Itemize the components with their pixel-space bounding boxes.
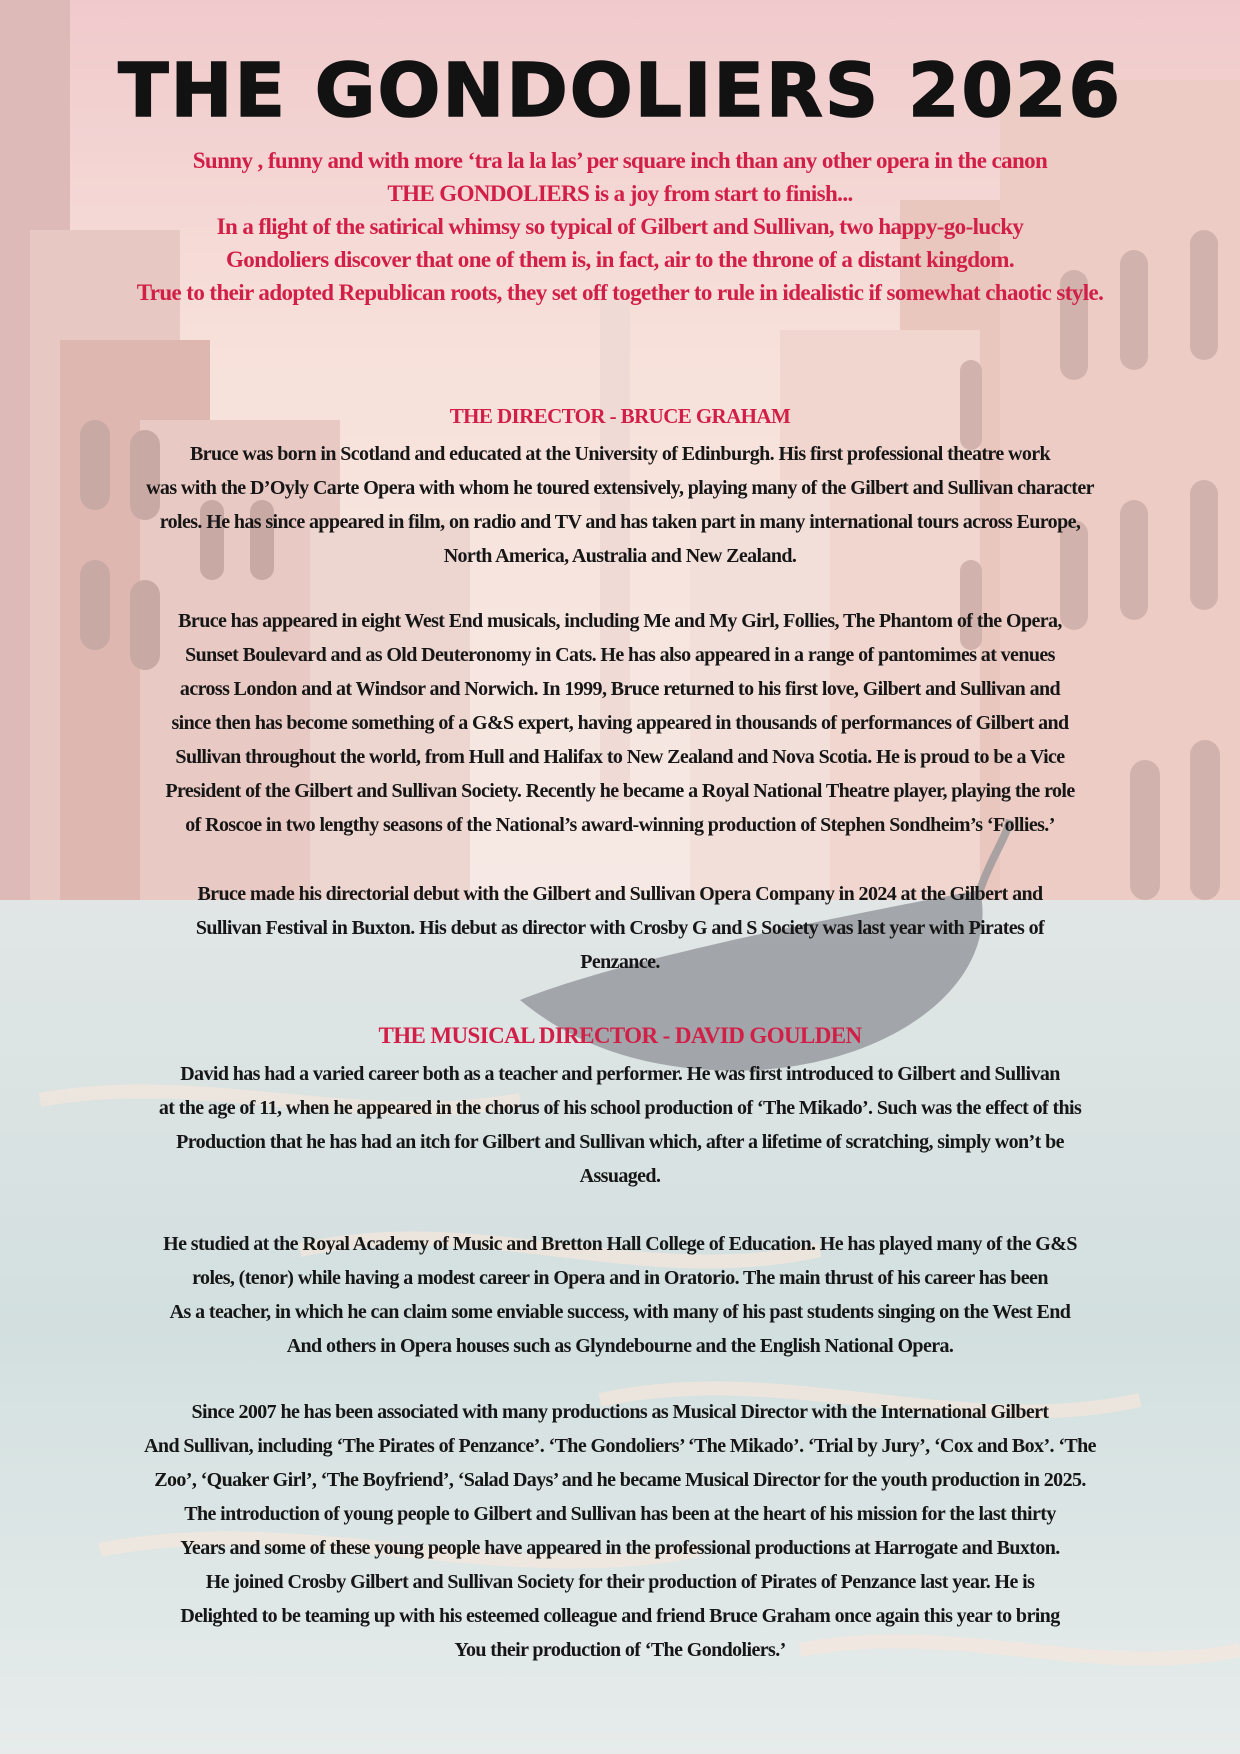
intro-line: True to their adopted Republican roots, they set off together to rule in idealistic if somewhat chaotic style. <box>136 280 1104 305</box>
text-line: roles, (tenor) while having a modest career in Opera and in Oratorio. The main thrust of his career has been <box>192 1267 1048 1289</box>
director-heading: THE DIRECTOR - BRUCE GRAHAM <box>449 404 791 428</box>
text-line: since then has become something of a G&S expert, having appeared in thousands of performances of Gilbert and <box>171 712 1069 734</box>
text-line: Since 2007 he has been associated with many productions as Musical Director with the International Gilbert <box>191 1401 1049 1423</box>
intro-line: THE GONDOLIERS is a joy from start to finish... <box>387 181 853 206</box>
text-line: David has had a varied career both as a teacher and performer. He was first introduced to Gilbert and Sullivan <box>180 1063 1060 1085</box>
text-line: The introduction of young people to Gilbert and Sullivan has been at the heart of his mission for the last thirty <box>184 1503 1056 1525</box>
text-line: roles. He has since appeared in film, on radio and TV and has taken part in many international tours across Europe, <box>159 511 1081 533</box>
text-line: Sunset Boulevard and as Old Deuteronomy in Cats. He has also appeared in a range of pantomimes at venues <box>185 644 1055 666</box>
text-line: Production that he has had an itch for Gilbert and Sullivan which, after a lifetime of scratching, simply won’t be <box>176 1131 1064 1153</box>
text-line: Sullivan Festival in Buxton. His debut as director with Crosby G and S Society was last year with Pirates of <box>195 917 1045 939</box>
text-line: And others in Opera houses such as Glyndebourne and the English National Opera. <box>286 1335 954 1357</box>
musical-director-bio-paragraph-2 <box>130 1227 1110 1363</box>
text-line: was with the D’Oyly Carte Opera with whom he toured extensively, playing many of the Gilbert and Sullivan character <box>146 477 1094 499</box>
text-line: He studied at the Royal Academy of Music and Bretton Hall College of Education. He has played many of the G&S <box>163 1233 1077 1255</box>
text-line: And Sullivan, including ‘The Pirates of Penzance’. ‘The Gondoliers’ ‘The Mikado’. ‘Trial by Jury’, ‘Cox and Box’. ‘The <box>144 1435 1096 1457</box>
intro-line: Gondoliers discover that one of them is, in fact, air to the throne of a distant kingdom. <box>225 247 1015 272</box>
intro-line: In a flight of the satirical whimsy so typical of Gilbert and Sullivan, two happy-go-lucky <box>216 214 1024 239</box>
director-bio-paragraph-2 <box>130 604 1110 842</box>
text-line: Zoo’, ‘Quaker Girl’, ‘The Boyfriend’, ‘Salad Days’ and he became Musical Director for the youth production in 2025. <box>154 1469 1086 1491</box>
intro-text <box>120 144 1120 309</box>
director-bio-paragraph-3 <box>130 877 1110 979</box>
director-bio-paragraph-1 <box>130 437 1110 573</box>
text-line: across London and at Windsor and Norwich. In 1999, Bruce returned to his first love, Gilbert and Sullivan and <box>179 678 1061 700</box>
text-line: He joined Crosby Gilbert and Sullivan Society for their production of Pirates of Penzance last year. He is <box>205 1571 1035 1593</box>
text-line: Assuaged. <box>579 1165 661 1187</box>
text-line: You their production of ‘The Gondoliers.’ <box>454 1639 786 1661</box>
text-line: Sullivan throughout the world, from Hull and Halifax to New Zealand and Nova Scotia. He is proud to be a Vice <box>175 746 1065 768</box>
text-line: Bruce made his directorial debut with the Gilbert and Sullivan Opera Company in 2024 at the Gilbert and <box>197 883 1043 905</box>
musical-director-bio-paragraph-1 <box>130 1057 1110 1193</box>
text-line: North America, Australia and New Zealand. <box>443 545 797 567</box>
text-line: Bruce has appeared in eight West End musicals, including Me and My Girl, Follies, The Phantom of the Opera, <box>178 610 1062 632</box>
text-line: at the age of 11, when he appeared in the chorus of his school production of ‘The Mikado’. Such was the effect of this <box>158 1097 1082 1119</box>
text-line: As a teacher, in which he can claim some enviable success, with many of his past students singing on the West End <box>169 1301 1071 1323</box>
intro-line: Sunny , funny and with more ‘tra la la las’ per square inch than any other opera in the canon <box>192 148 1048 173</box>
poster-title: THE GONDOLIERS 2026 <box>118 48 1122 134</box>
text-line: Bruce was born in Scotland and educated at the University of Edinburgh. His first professional theatre work <box>189 443 1051 465</box>
text-line: Penzance. <box>580 951 660 973</box>
musical-director-heading: THE MUSICAL DIRECTOR - DAVID GOULDEN <box>378 1023 862 1048</box>
musical-director-bio-paragraph-3 <box>130 1395 1110 1667</box>
text-line: of Roscoe in two lengthy seasons of the National’s award-winning production of Stephen Sondheim’s ‘Follies.’ <box>185 814 1055 836</box>
text-line: Years and some of these young people have appeared in the professional productions at Harrogate and Buxton. <box>180 1537 1060 1559</box>
text-line: Delighted to be teaming up with his esteemed colleague and friend Bruce Graham once again this year to bring <box>180 1605 1060 1627</box>
text-line: President of the Gilbert and Sullivan Society. Recently he became a Royal National Theatre player, playing the role <box>165 780 1075 802</box>
